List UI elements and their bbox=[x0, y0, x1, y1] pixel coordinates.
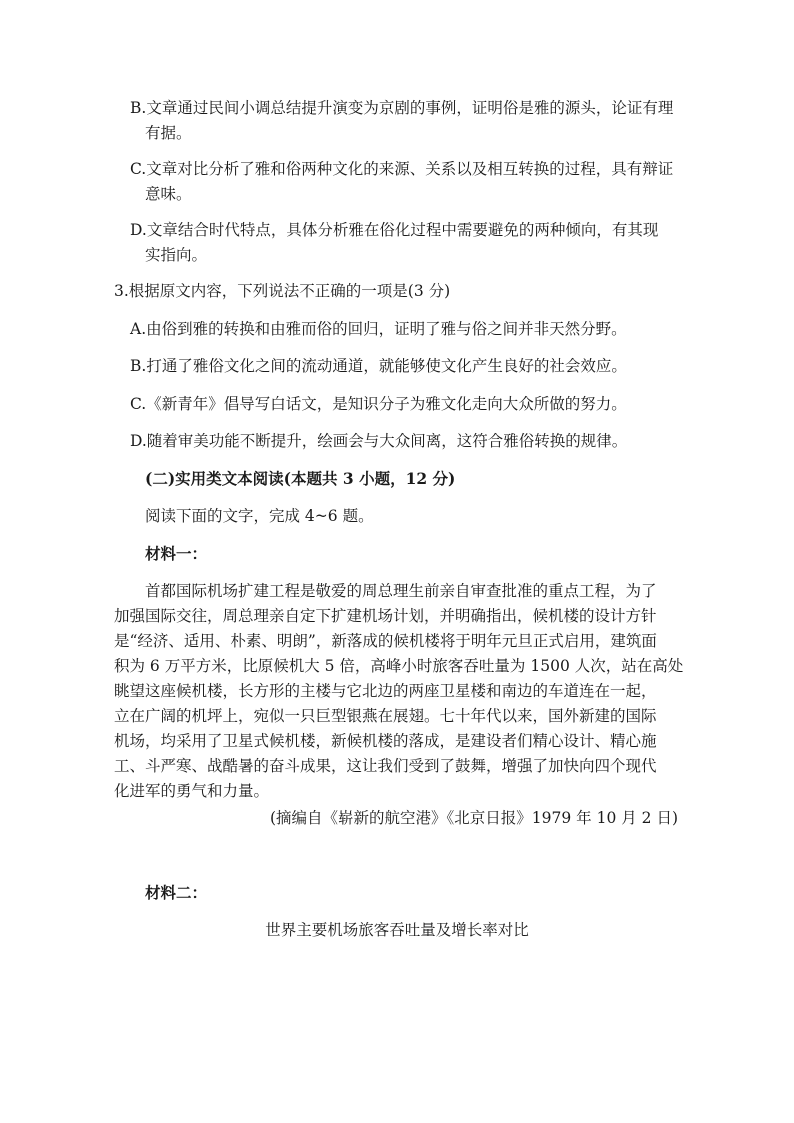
material2-label: 材料二： bbox=[145, 883, 208, 902]
material1-source: (摘编自《崭新的航空港》《北京日报》1979 年 10 月 2 日) bbox=[269, 809, 678, 827]
q3-option-a: A.由俗到雅的转换和由雅而俗的回归，证明了雅与俗之间并非天然分野。 bbox=[130, 320, 627, 338]
material1-label: 材料一： bbox=[145, 544, 208, 563]
q3-option-c: C.《新青年》倡导写白话文，是知识分子为雅文化走向大众所做的努力。 bbox=[130, 395, 627, 413]
material1-line: 加强国际交往，周总理亲自定下扩建机场计划，并明确指出，候机楼的设计方针 bbox=[114, 607, 657, 625]
q3-option-b: B.打通了雅俗文化之间的流动通道，就能够使文化产生良好的社会效应。 bbox=[130, 357, 627, 375]
q3-option-d: D.随着审美功能不断提升，绘画会与大众间离，这符合雅俗转换的规律。 bbox=[130, 432, 628, 450]
q2-option-b-line1: B.文章通过民间小调总结提升演变为京剧的事例，证明俗是雅的源头，论证有理 bbox=[130, 99, 674, 117]
q2-option-c-line1: C.文章对比分析了雅和俗两种文化的来源、关系以及相互转换的过程，具有辩证 bbox=[130, 160, 674, 178]
instruction-text: 阅读下面的文字，完成 4~6 题。 bbox=[145, 507, 374, 525]
q3-stem: 3.根据原文内容，下列说法不正确的一项是(3 分) bbox=[114, 282, 451, 300]
material1-line: 是“经济、适用、朴素、明朗”，新落成的候机楼将于明年元旦正式启用，建筑面 bbox=[114, 632, 657, 650]
material1-line: 机场，均采用了卫星式候机楼，新候机楼的落成，是建设者们精心设计、精心施 bbox=[114, 732, 657, 750]
section-heading: (二)实用类文本阅读(本题共 3 小题，12 分) bbox=[145, 469, 456, 488]
q2-option-d-line2: 实指向。 bbox=[145, 246, 208, 264]
material1-line: 化进军的勇气和力量。 bbox=[114, 782, 270, 800]
q2-option-d-line1: D.文章结合时代特点，具体分析雅在俗化过程中需要避免的两种倾向，有其现 bbox=[130, 221, 659, 239]
material1-line: 眺望这座候机楼，长方形的主楼与它北边的两座卫星楼和南边的车道连在一起， bbox=[114, 682, 657, 700]
material1-line: 工、斗严寒、战酷暑的奋斗成果，这让我们受到了鼓舞，增强了加快向四个现代 bbox=[114, 757, 657, 775]
q2-option-b-line2: 有据。 bbox=[145, 124, 192, 142]
chart-title: 世界主要机场旅客吞吐量及增长率对比 bbox=[265, 921, 529, 939]
material1-line: 积为 6 万平方米，比原候机大 5 倍，高峰小时旅客吞吐量为 1500 人次，站在高处 bbox=[114, 657, 684, 675]
material1-line: 首都国际机场扩建工程是敬爱的周总理生前亲自审查批准的重点工程，为了 bbox=[145, 582, 657, 600]
material1-line: 立在广阔的机坪上，宛似一只巨型银燕在展翅。七十年代以来，国外新建的国际 bbox=[114, 707, 657, 725]
q2-option-c-line2: 意味。 bbox=[145, 185, 192, 203]
